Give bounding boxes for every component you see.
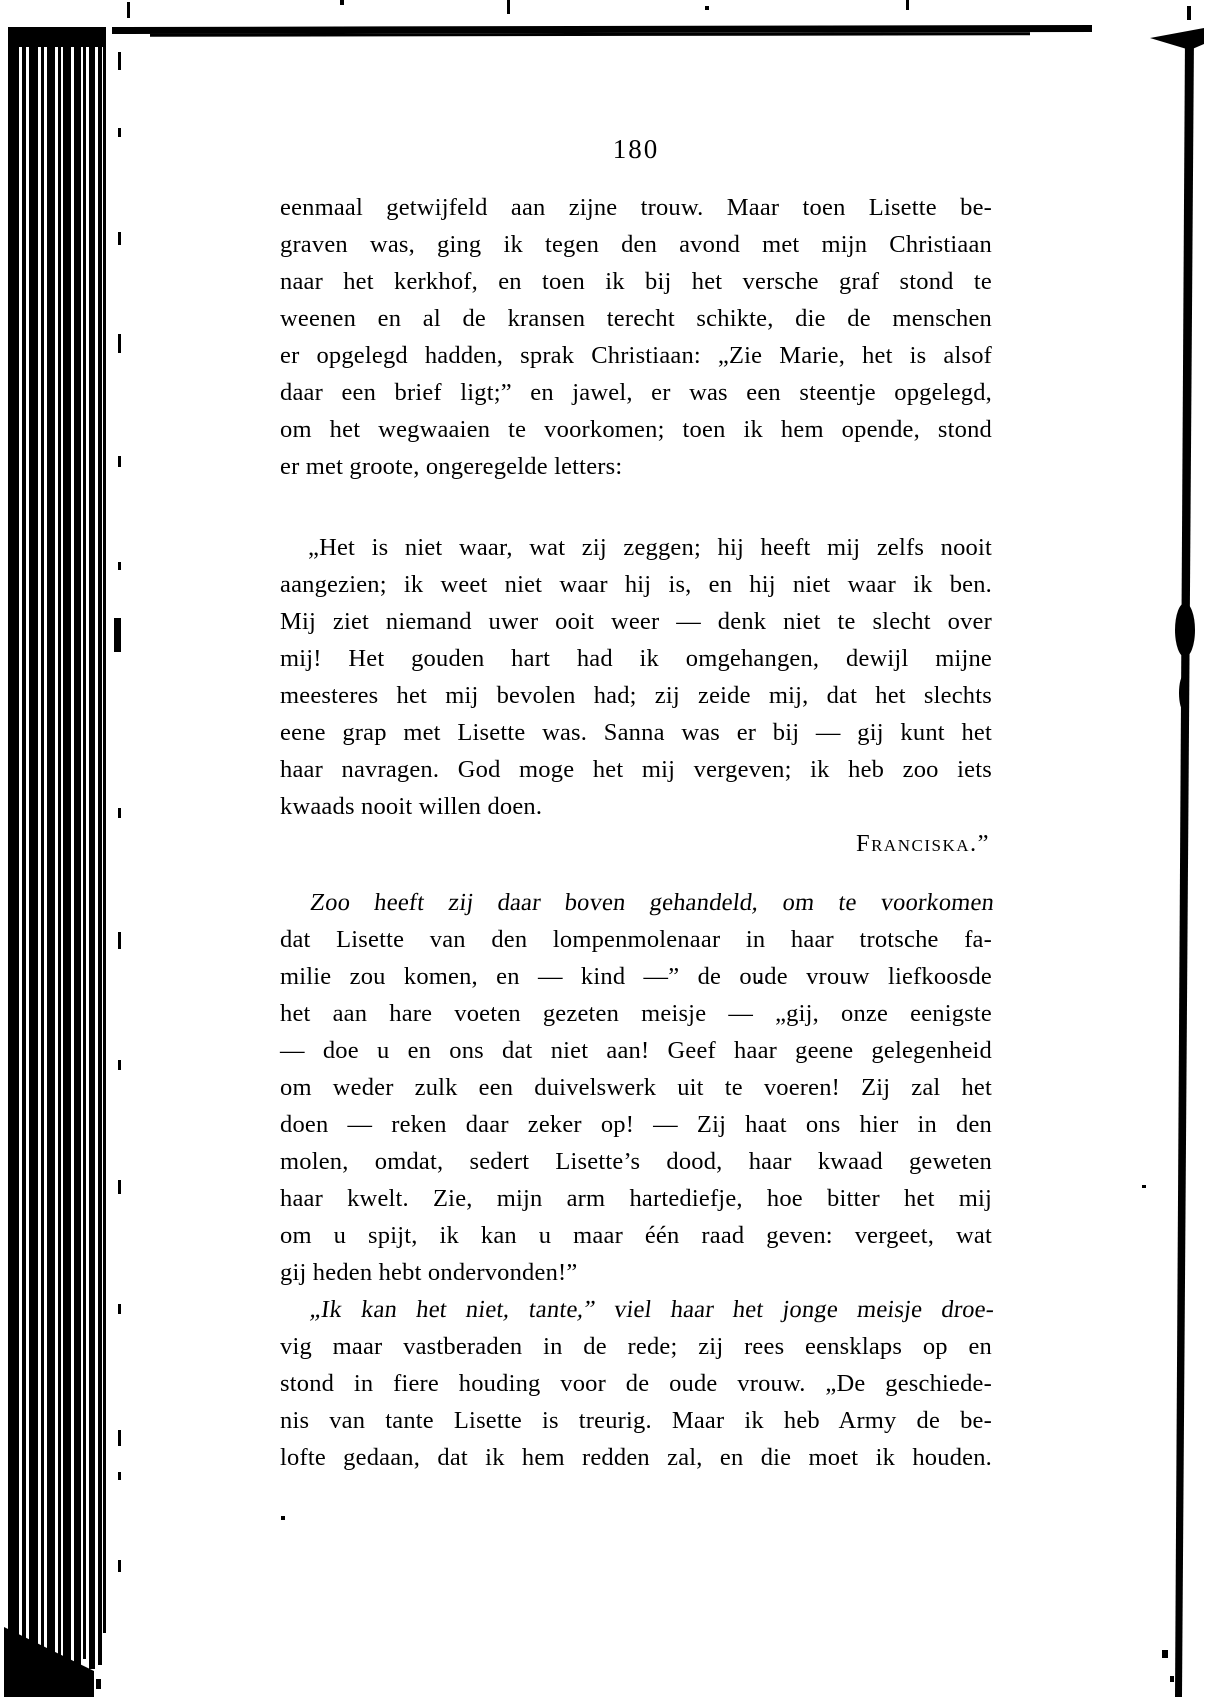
scan-speck: [281, 1516, 285, 1520]
text-line: stond in fiere houding voor de oude vrouw. „De geschiede-: [280, 1370, 992, 1397]
text-line: — doe u en ons dat niet aan! Geef haar geene gelegenheid: [280, 1037, 992, 1064]
scan-tick: [705, 6, 709, 10]
fold-mark: [118, 232, 121, 245]
text-line: lofte gedaan, dat ik hem redden zal, en die moet ik houden.: [280, 1444, 992, 1471]
fold-mark: [118, 932, 121, 949]
top-scan-rule-shadow: [150, 32, 1030, 37]
fold-mark: [118, 1430, 121, 1446]
text-line: naar het kerkhof, en toen ik bij het versche graf stond te: [280, 268, 992, 295]
scan-tick: [507, 0, 510, 14]
text-line: mij! Het gouden hart had ik omgehangen, dewijl mijne: [280, 645, 992, 672]
text-line: om u spijt, ik kan u maar één raad geven: vergeet, wat: [280, 1222, 992, 1249]
scan-tick: [906, 0, 909, 10]
text-line: milie zou komen, en — kind —” de oude vrouw liefkoosde: [280, 963, 992, 990]
text-line: het aan hare voeten gezeten meisje — „gij, onze eenigste: [280, 1000, 992, 1027]
text-line: haar kwelt. Zie, mijn arm hartediefje, hoe bitter het mij: [280, 1185, 992, 1212]
text-line: kwaads nooit willen doen.: [280, 793, 543, 820]
scan-speck: [1142, 1185, 1146, 1188]
text-line: eene grap met Lisette was. Sanna was er bij — gij kunt het: [280, 719, 992, 746]
book-binding-gutter: [4, 27, 106, 1697]
scan-tick: [1187, 6, 1191, 20]
fold-mark: [118, 1060, 121, 1070]
text-line: meesteres het mij bevolen had; zij zeide mij, dat het slechts: [280, 682, 992, 709]
fold-mark: [118, 1304, 121, 1314]
text-line: er met groote, ongeregelde letters:: [280, 453, 623, 480]
page-edge-shape: [1148, 28, 1208, 1697]
text-line: weenen en al de kransen terecht schikte, die de menschen: [280, 305, 992, 332]
text-line: vig maar vastberaden in de rede; zij rees eensklaps op en: [280, 1333, 992, 1360]
fold-mark: [118, 1180, 121, 1194]
text-line: graven was, ging ik tegen den avond met mijn Christiaan: [280, 231, 992, 258]
letter-paragraph: [280, 529, 992, 825]
text-line: daar een brief ligt;” en jawel, er was een steentje opgelegd,: [280, 379, 992, 406]
text-line: aangezien; ik weet niet waar hij is, en hij niet waar ik ben.: [280, 571, 992, 598]
paragraph: [280, 1291, 996, 1476]
paragraph: [280, 189, 992, 485]
scan-tick: [127, 2, 130, 18]
page-number: 180: [612, 134, 660, 164]
paragraph: [280, 884, 996, 1291]
fold-mark: [118, 456, 121, 467]
text-line: „Ik kan het niet, tante,” viel haar het jonge meisje droe-: [308, 1296, 996, 1323]
text-line: er opgelegd hadden, sprak Christiaan: „Zie Marie, het is alsof: [280, 342, 992, 369]
text-line: om weder zulk een duivelswerk uit te voeren! Zij zal het: [280, 1074, 992, 1101]
fold-mark: [118, 808, 121, 818]
fold-mark: [118, 1472, 121, 1480]
text-line: haar navragen. God moge het mij vergeven; ik heb zoo iets: [280, 756, 992, 783]
text-line: doen — reken daar zeker op! — Zij haat ons hier in den: [280, 1111, 992, 1138]
fold-mark: [118, 128, 121, 137]
scan-tick: [340, 0, 344, 5]
text-line: „Het is niet waar, wat zij zeggen; hij heeft mij zelfs nooit: [308, 534, 992, 561]
text-line: Mij ziet niemand uwer ooit weer — denk niet te slecht over: [280, 608, 992, 635]
gutter-stripes: [4, 27, 106, 1697]
text-line: Zoo heeft zij daar boven gehandeld, om te voorkomen: [308, 889, 996, 916]
fold-mark: [114, 618, 121, 652]
text-line: eenmaal getwijfeld aan zijne trouw. Maar toen Lisette be-: [280, 194, 992, 221]
text-line: gij heden hebt ondervonden!”: [280, 1259, 578, 1286]
text-line: om het wegwaaien te voorkomen; toen ik hem opende, stond: [280, 416, 992, 443]
right-page-edge-line: [1148, 28, 1208, 1697]
signature-line: Franciska.”: [855, 830, 990, 857]
fold-mark: [118, 52, 121, 70]
text-line: molen, omdat, sedert Lisette’s dood, haar kwaad geweten: [280, 1148, 992, 1175]
text-line: nis van tante Lisette is treurig. Maar ik heb Army de be-: [280, 1407, 992, 1434]
text-line: dat Lisette van den lompenmolenaar in haar trotsche fa-: [280, 926, 992, 953]
fold-mark: [118, 562, 121, 570]
fold-mark: [118, 334, 121, 353]
fold-mark: [118, 1560, 121, 1572]
text-block: [280, 189, 996, 1476]
